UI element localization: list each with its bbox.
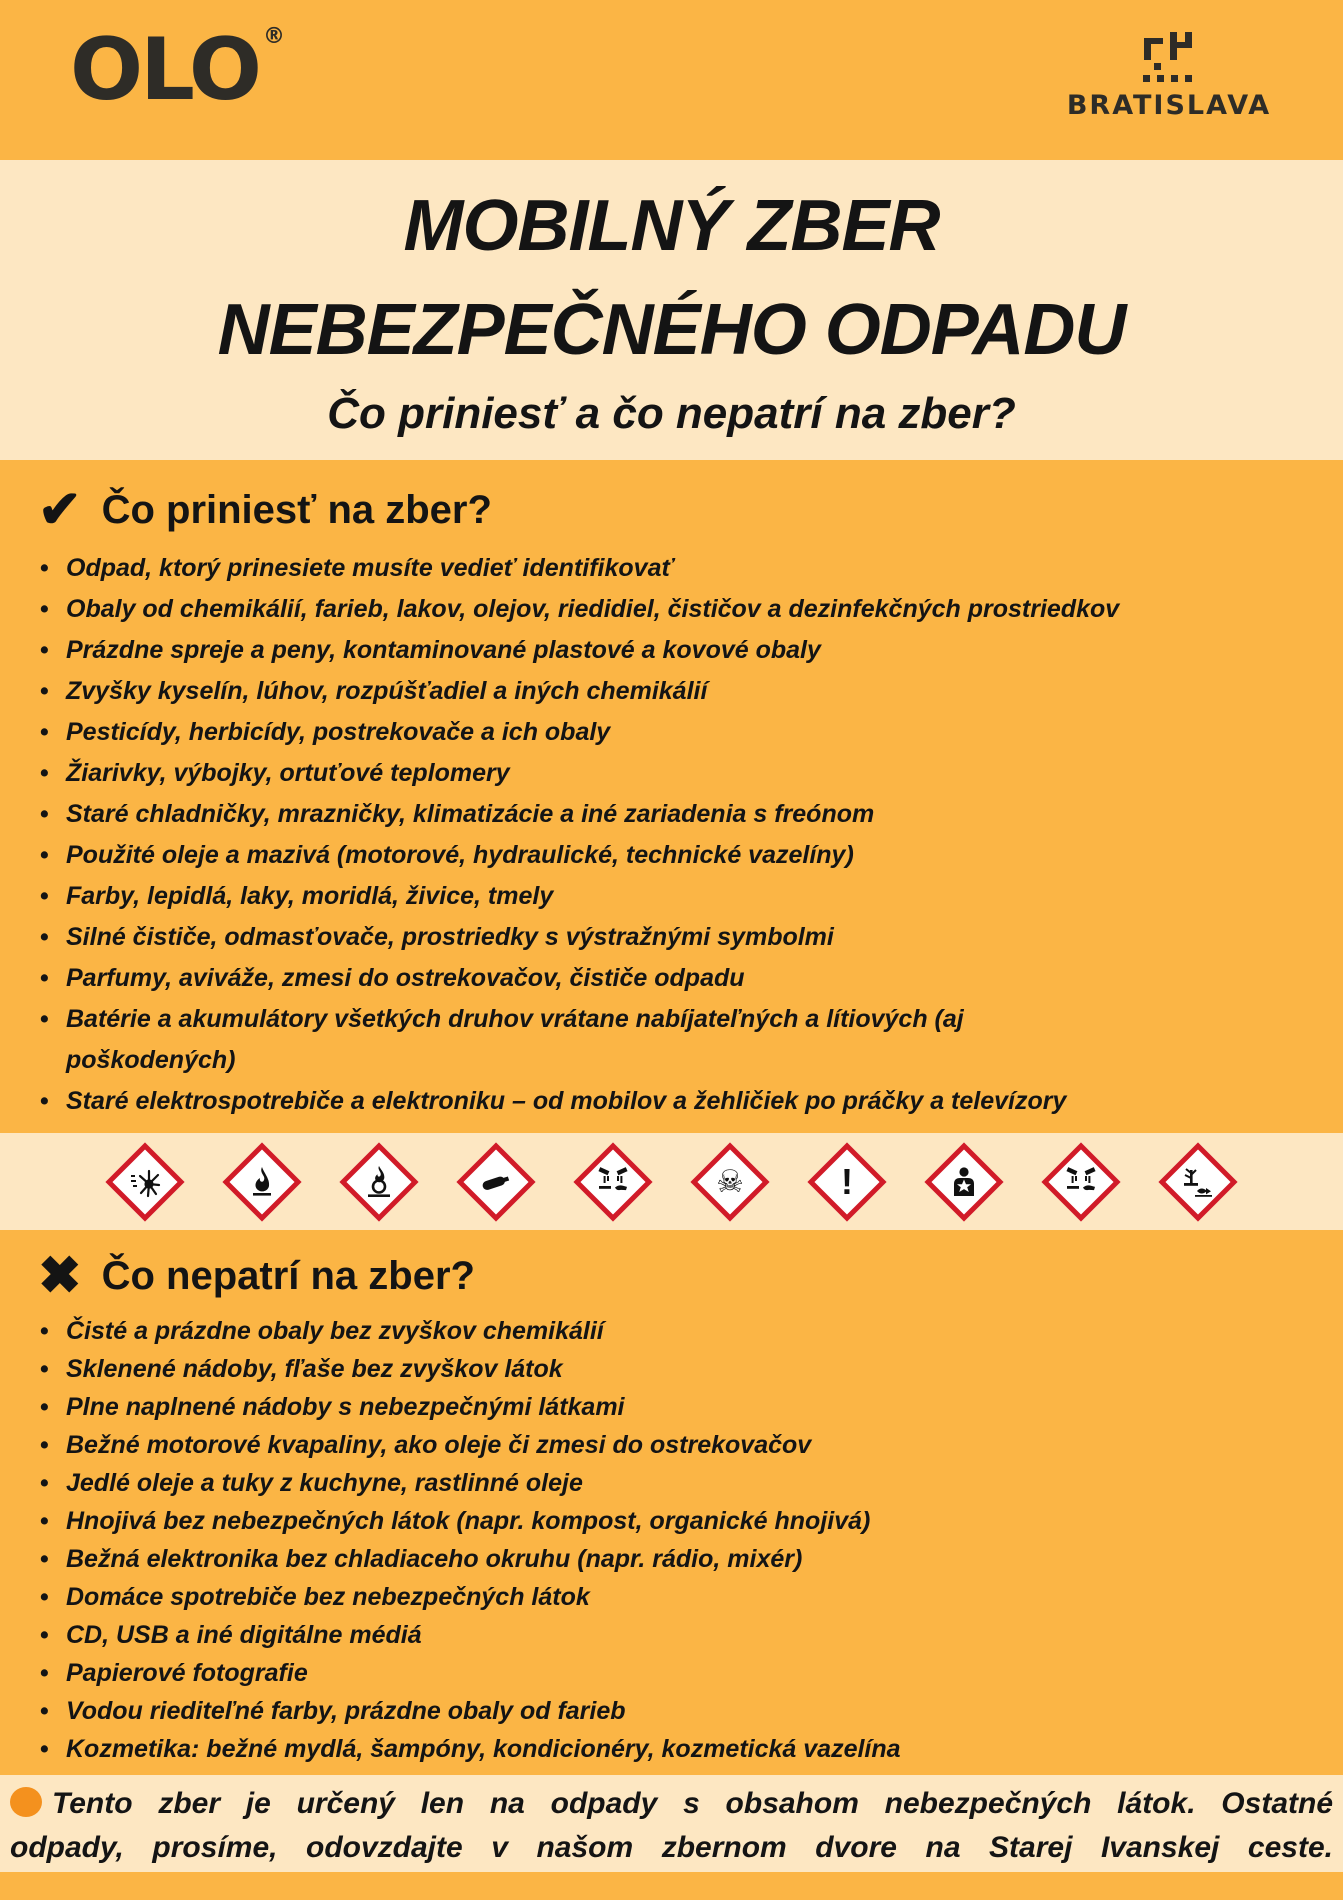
list-item-text: Kozmetika: bežné mydlá, šampóny, kondicionéry, kozmetická vazelína bbox=[66, 1735, 901, 1763]
list-item-text: Silné čističe, odmasťovače, prostriedky s výstražnými symbolmi bbox=[66, 923, 834, 951]
list-item bbox=[0, 1616, 1343, 1654]
olo-logo bbox=[70, 20, 285, 120]
list-item bbox=[0, 1578, 1343, 1616]
list-item bbox=[0, 1464, 1343, 1502]
ghs-corrosive-icon bbox=[1041, 1142, 1121, 1222]
list-item-text: Hnojivá bez nebezpečných látok (napr. kompost, organické hnojivá) bbox=[66, 1507, 871, 1535]
cross-icon: ✖ bbox=[38, 1247, 82, 1305]
ghs-health-hazard-icon bbox=[924, 1142, 1004, 1222]
footer-line2 bbox=[10, 1826, 1333, 1870]
bullet-icon: • bbox=[40, 1621, 49, 1649]
list-item-text: Sklenené nádoby, fľaše bez zvyškov látok bbox=[66, 1355, 563, 1383]
page-title-line1: MOBILNÝ ZBER bbox=[403, 186, 940, 266]
bullet-icon: • bbox=[40, 1393, 49, 1421]
list-item-text: Odpad, ktorý prinesiete musíte vedieť identifikovať bbox=[66, 554, 674, 582]
list-item bbox=[0, 835, 1343, 876]
title-band bbox=[0, 160, 1343, 460]
list-item bbox=[0, 876, 1343, 917]
list-item bbox=[0, 1692, 1343, 1730]
ghs-corrosive-icon bbox=[573, 1142, 653, 1222]
ghs-explosive-icon bbox=[105, 1142, 185, 1222]
list-item bbox=[0, 671, 1343, 712]
bullet-icon: • bbox=[40, 1317, 49, 1345]
list-item-text: Farby, lepidlá, laky, moridlá, živice, tmely bbox=[66, 882, 554, 910]
list-item-text: Vodou riediteľné farby, prázdne obaly od farieb bbox=[66, 1697, 626, 1725]
list-item-text: Bežná elektronika bez chladiaceho okruhu (napr. rádio, mixér) bbox=[66, 1545, 803, 1573]
list-item-text: Jedlé oleje a tuky z kuchyne, rastlinné oleje bbox=[66, 1469, 583, 1497]
list-item-text: Použité oleje a mazivá (motorové, hydraulické, technické vazelíny) bbox=[66, 841, 854, 869]
bullet-icon: • bbox=[40, 1697, 49, 1725]
bullet-icon: • bbox=[40, 759, 49, 787]
exclude-section bbox=[0, 1230, 1343, 1775]
bullet-icon: • bbox=[40, 1659, 49, 1687]
bullet-icon: • bbox=[40, 964, 49, 992]
footer-line1 bbox=[10, 1782, 1333, 1826]
skull-glyph: ☠ bbox=[716, 1163, 744, 1199]
page-title-line2: NEBEZPEČNÉHO ODPADU bbox=[217, 290, 1126, 370]
bullet-icon: • bbox=[40, 1545, 49, 1573]
list-item-text: Bežné motorové kvapaliny, ako oleje či zmesi do ostrekovačov bbox=[66, 1431, 812, 1459]
bullet-icon: • bbox=[40, 800, 49, 828]
list-item bbox=[0, 794, 1343, 835]
ghs-flammable-icon bbox=[222, 1142, 302, 1222]
list-item bbox=[0, 712, 1343, 753]
list-item-text: Parfumy, aviváže, zmesi do ostrekovačov, čističe odpadu bbox=[66, 964, 745, 992]
ghs-oxidizing-icon bbox=[339, 1142, 419, 1222]
page-subtitle: Čo priniesť a čo nepatrí na zber? bbox=[327, 389, 1016, 438]
list-item bbox=[0, 1388, 1343, 1426]
check-icon: ✔ bbox=[38, 481, 82, 539]
list-item bbox=[0, 630, 1343, 671]
ghs-pictogram-strip bbox=[0, 1133, 1343, 1230]
list-item-text: Žiarivky, výbojky, ortuťové teplomery bbox=[66, 759, 510, 787]
exclude-items-list bbox=[0, 1312, 1343, 1768]
list-item-text: Papierové fotografie bbox=[66, 1659, 308, 1687]
bullet-icon: • bbox=[40, 923, 49, 951]
list-item bbox=[0, 1350, 1343, 1388]
bullet-icon: • bbox=[40, 554, 49, 582]
list-item-text: CD, USB a iné digitálne médiá bbox=[66, 1621, 422, 1649]
bring-section bbox=[0, 460, 1343, 1133]
list-item bbox=[0, 1654, 1343, 1692]
list-item bbox=[0, 548, 1343, 589]
list-item bbox=[0, 1502, 1343, 1540]
list-item bbox=[0, 589, 1343, 630]
list-item bbox=[0, 1540, 1343, 1578]
list-item-text: Domáce spotrebiče bez nebezpečných látok bbox=[66, 1583, 590, 1611]
bullet-icon: • bbox=[40, 1355, 49, 1383]
list-item-text: Plne naplnené nádoby s nebezpečnými látkami bbox=[66, 1393, 625, 1421]
ghs-environment-icon bbox=[1158, 1142, 1238, 1222]
ghs-gas-cylinder-icon bbox=[456, 1142, 536, 1222]
bratislava-logo bbox=[1051, 30, 1287, 121]
bring-section-heading bbox=[0, 460, 1343, 540]
olo-logo-text: OLO bbox=[70, 20, 259, 120]
bullet-icon: • bbox=[40, 1507, 49, 1535]
list-item-text: Čisté a prázdne obaly bez zvyškov chemikálií bbox=[66, 1317, 604, 1345]
bring-items-list bbox=[0, 548, 1343, 1122]
bullet-icon: • bbox=[40, 677, 49, 705]
bullet-icon: • bbox=[40, 841, 49, 869]
exclude-section-heading bbox=[0, 1230, 1343, 1306]
list-item bbox=[0, 1730, 1343, 1768]
bullet-icon: • bbox=[40, 1087, 49, 1115]
exclamation-glyph: ! bbox=[841, 1160, 853, 1202]
list-item bbox=[0, 1081, 1343, 1122]
list-item-text: Batérie a akumulátory všetkých druhov vrátane nabíjateľných a lítiových (aj poškodených) bbox=[66, 1005, 964, 1074]
orange-dot-icon bbox=[10, 1787, 42, 1817]
registered-trademark-icon: ® bbox=[262, 24, 285, 49]
bullet-icon: • bbox=[40, 1469, 49, 1497]
bullet-icon: • bbox=[40, 636, 49, 664]
bratislava-castle-icon bbox=[1142, 30, 1196, 82]
exclude-heading-text: Čo nepatrí na zber? bbox=[101, 1254, 475, 1298]
bring-heading-text: Čo priniesť na zber? bbox=[101, 488, 492, 532]
list-item-text: Obaly od chemikálií, farieb, lakov, olejov, riedidiel, čističov a dezinfekčných prostriedkov bbox=[66, 595, 1120, 623]
ghs-exclamation-icon bbox=[807, 1142, 887, 1222]
bullet-icon: • bbox=[40, 718, 49, 746]
list-item-text: Staré chladničky, mrazničky, klimatizácie a iné zariadenia s freónom bbox=[66, 800, 875, 828]
list-item bbox=[0, 999, 1116, 1081]
list-item-text: Prázdne spreje a peny, kontaminované plastové a kovové obaly bbox=[66, 636, 821, 664]
list-item-text: Zvyšky kyselín, lúhov, rozpúšťadiel a iných chemikálií bbox=[66, 677, 708, 705]
bullet-icon: • bbox=[40, 1735, 49, 1763]
header-band bbox=[0, 0, 1343, 160]
list-item-text: Staré elektrospotrebiče a elektroniku – od mobilov a žehličiek po práčky a televízory bbox=[66, 1087, 1067, 1115]
list-item bbox=[0, 753, 1343, 794]
footer-line2-text: odpady, prosíme, odovzdajte v našom zbernom dvore na Starej Ivanskej ceste. bbox=[10, 1831, 1333, 1864]
bratislava-label: BRATISLAVA bbox=[1066, 90, 1272, 121]
ghs-skull-crossbones-icon bbox=[690, 1142, 770, 1222]
bullet-icon: • bbox=[40, 595, 49, 623]
bullet-icon: • bbox=[40, 1431, 49, 1459]
bullet-icon: • bbox=[40, 1005, 49, 1033]
list-item bbox=[0, 1426, 1343, 1464]
list-item bbox=[0, 958, 1343, 999]
footer-line1-text: Tento zber je určený len na odpady s obsahom nebezpečných látok. Ostatné bbox=[52, 1787, 1333, 1820]
bullet-icon: • bbox=[40, 1583, 49, 1611]
list-item-text: Pesticídy, herbicídy, postrekovače a ich obaly bbox=[66, 718, 611, 746]
list-item bbox=[0, 917, 1343, 958]
bullet-icon: • bbox=[40, 882, 49, 910]
list-item bbox=[0, 1312, 1343, 1350]
footer-note bbox=[0, 1775, 1343, 1872]
